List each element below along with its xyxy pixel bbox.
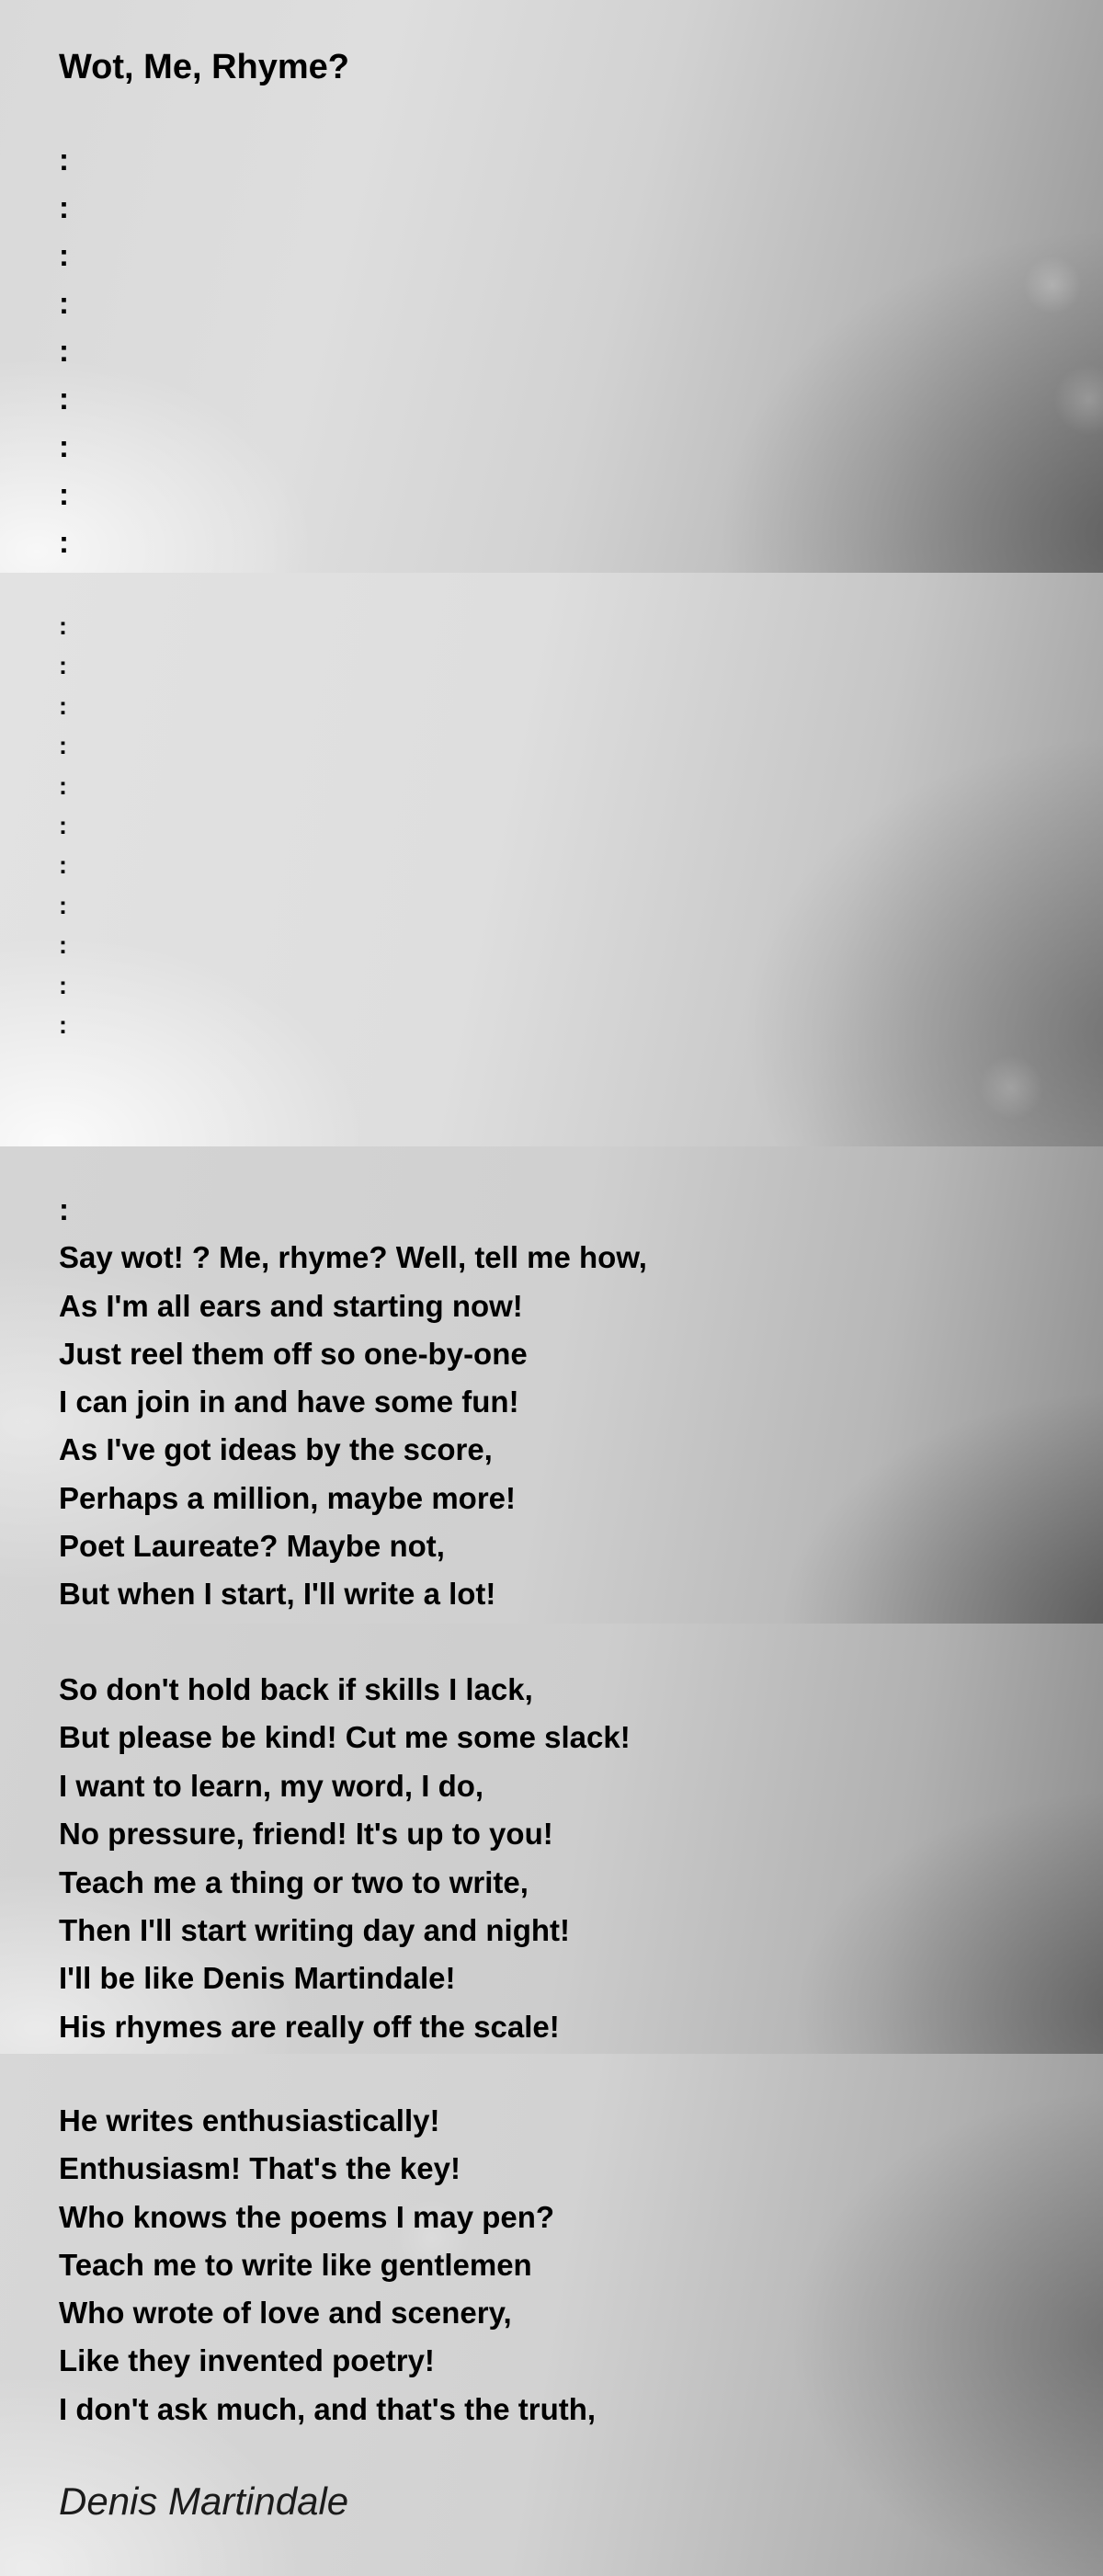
stanza-3-lines: [59, 1186, 1085, 1619]
poem-line: :: [59, 1010, 67, 1039]
poem-line: :: [59, 891, 67, 919]
stanza-band-2: [0, 573, 1103, 1146]
stanza-band-4: [0, 1624, 1103, 2054]
stanza-band-3: [0, 1146, 1103, 1624]
poem-line: Teach me to write like gentlemen: [59, 2247, 532, 2282]
poem-line: But when I start, I'll write a lot!: [59, 1577, 496, 1612]
poem-line: :: [59, 811, 67, 839]
poem-line: :: [59, 971, 67, 999]
poem-line: :: [59, 931, 67, 960]
stanza-4-lines: [59, 1666, 1085, 2051]
poem-line: :: [59, 732, 67, 760]
poem-line: :: [59, 612, 67, 640]
poem-line: Say wot! ? Me, rhyme? Well, tell me how,: [59, 1240, 647, 1275]
stanza-1-lines: [59, 136, 1085, 566]
poem-line: But please be kind! Cut me some slack!: [59, 1720, 631, 1755]
poem-line: :: [59, 286, 69, 320]
poem-line: :: [59, 851, 67, 880]
poem-line: :: [59, 382, 69, 416]
poem-line: :: [59, 334, 69, 368]
poem-line: I want to learn, my word, I do,: [59, 1768, 484, 1803]
poem-line: Then I'll start writing day and night!: [59, 1912, 571, 1947]
poem-line: I can join in and have some fun!: [59, 1385, 519, 1419]
poem-line: :: [59, 525, 69, 559]
poem-line: :: [59, 477, 69, 511]
stanza-band-1: [0, 0, 1103, 573]
poem-line: :: [59, 142, 69, 177]
poem-line: Like they invented poetry!: [59, 2343, 435, 2378]
poem-line: :: [59, 652, 67, 680]
poem-line: Poet Laureate? Maybe not,: [59, 1529, 445, 1564]
poem-line: Who knows the poems I may pen?: [59, 2199, 555, 2234]
poem-line: I don't ask much, and that's the truth,: [59, 2391, 597, 2426]
poem-line: :: [59, 1192, 69, 1226]
poem-line: Perhaps a million, maybe more!: [59, 1480, 516, 1515]
poem-title: Wot, Me, Rhyme?: [59, 48, 349, 86]
poem-line: :: [59, 691, 67, 720]
poem-line: I'll be like Denis Martindale!: [59, 1961, 456, 1996]
author-signature: Denis Martindale: [59, 2479, 349, 2523]
poem-line: His rhymes are really off the scale!: [59, 2009, 560, 2044]
poem-line: No pressure, friend! It's up to you!: [59, 1817, 553, 1852]
poem-line: Teach me a thing or two to write,: [59, 1864, 529, 1899]
poem-line: So don't hold back if skills I lack,: [59, 1672, 533, 1706]
poem-line: As I've got ideas by the score,: [59, 1432, 493, 1467]
poem-line: He writes enthusiastically!: [59, 2103, 440, 2137]
poem-line: Enthusiasm! That's the key!: [59, 2151, 461, 2186]
poem-line: :: [59, 771, 67, 800]
poem-line: Just reel them off so one-by-one: [59, 1336, 528, 1371]
poem-line: Who wrote of love and scenery,: [59, 2296, 512, 2331]
poem-line: :: [59, 190, 69, 224]
stanza-band-5: [0, 2054, 1103, 2576]
stanza-5-lines: [59, 2097, 1085, 2434]
stanza-2-lines: [59, 607, 1085, 1045]
poem-line: As I'm all ears and starting now!: [59, 1288, 523, 1323]
poem-line: :: [59, 238, 69, 272]
poem-line: :: [59, 429, 69, 463]
